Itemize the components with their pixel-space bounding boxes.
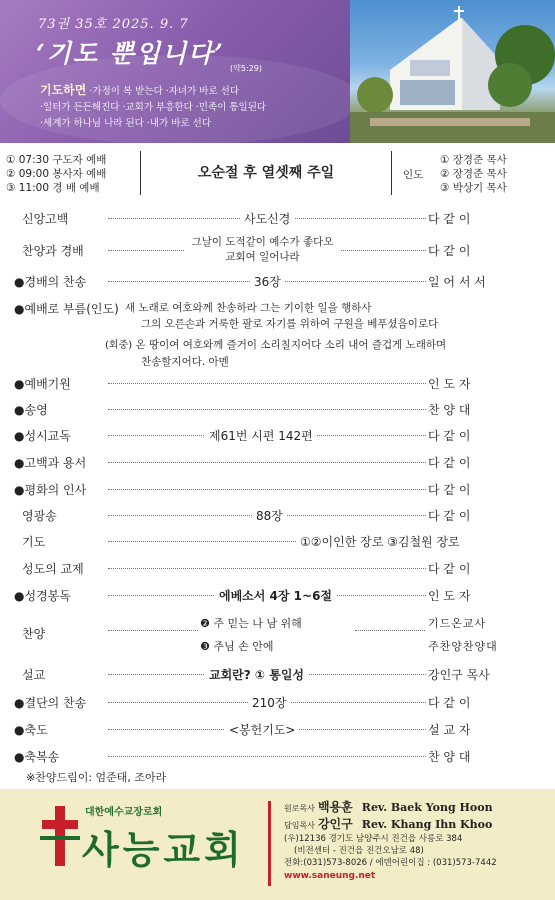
item-label: 기도: [22, 535, 46, 549]
address: (우)12136 경기도 남양주시 진건읍 사릉로 384: [284, 834, 463, 844]
item-performer: 찬 양 대: [428, 750, 471, 764]
response-label: (회중): [105, 340, 133, 351]
praise-songs: [185, 235, 340, 265]
item-label: 성도의 교제: [22, 562, 84, 576]
leader-dots: [108, 489, 426, 490]
item-label: ●예배기원: [14, 377, 71, 391]
service-time-3: ③ 11:00 경 배 예배: [6, 182, 100, 194]
item-detail: 88장: [252, 507, 287, 524]
worship-item: [0, 666, 555, 690]
special-performers: [428, 612, 498, 658]
service-time-2: ② 09:00 봉사자 예배: [6, 168, 107, 180]
bulletin-header: [0, 0, 555, 143]
item-label: 찬양과 경배: [22, 244, 84, 258]
prayer-leaders: ①②이인한 장로 ③김철원 장로: [296, 533, 464, 550]
item-detail: 제61번 시편 142편: [205, 427, 317, 444]
call-line-2: 그의 오른손과 거룩한 팔로 자기를 위하여 구원을 베푸셨음이로다: [141, 318, 439, 330]
item-performer: 다 같 이: [428, 244, 471, 258]
item-performer: 인 도 자: [428, 377, 471, 391]
church-photo: [350, 0, 555, 143]
item-performer: 인 도 자: [428, 589, 471, 603]
title-reference: (약5:29): [230, 64, 262, 73]
response-line-2: 찬송할지어다. 아멘: [141, 356, 229, 368]
item-performer: 찬 양 대: [428, 403, 471, 417]
leader-dots: [355, 630, 425, 631]
worship-item: [0, 427, 555, 451]
item-performer: 설 교 자: [428, 723, 471, 737]
denomination: 대한예수교장로회: [85, 807, 163, 818]
special-hymns: [200, 612, 350, 658]
praise-song-2: 교회여 일어나라: [225, 251, 300, 263]
item-label: ●성시교독: [14, 429, 71, 443]
item-detail: <봉헌기도>: [225, 721, 299, 738]
leader-2: ② 장경준 목사: [440, 168, 507, 180]
response-line-1: 온 땅이여 여호와께 즐거이 소리칠지어다 소리 내어 즐겁게 노래하며: [135, 339, 447, 351]
item-label: 찬양: [22, 627, 46, 641]
worship-item: [0, 481, 555, 505]
divider: [268, 801, 271, 886]
cross-logo-icon: [40, 806, 80, 866]
item-performer: 다 같 이: [428, 212, 471, 226]
worship-item: [0, 507, 555, 531]
worship-item: [0, 454, 555, 478]
special-performer-2: 주찬양찬양대: [428, 640, 498, 653]
prayer-line-1: ·가정이 복 받는다 ·자녀가 바로 선다: [89, 86, 240, 97]
item-performer: 일 어 서 서: [428, 275, 486, 289]
leader-dots: [108, 383, 426, 384]
worship-item: [0, 533, 555, 557]
worship-item: [0, 401, 555, 425]
church-contact: [284, 800, 497, 883]
leader-dots: [108, 568, 426, 569]
item-label: ●예배로 부름(인도): [14, 302, 119, 316]
website-link[interactable]: www.saneung.net: [284, 871, 376, 881]
issue-info: 73권 35호 2025. 9. 7: [38, 17, 189, 32]
prayer-list: [40, 82, 345, 132]
leader-dots: [108, 409, 426, 410]
worship-item: [0, 375, 555, 399]
item-performer: 다 같 이: [428, 696, 471, 710]
church-name: 사능교회: [82, 828, 245, 872]
prayer-lead: 기도하면: [40, 83, 87, 97]
item-performer: 다 같 이: [428, 509, 471, 523]
senior-pastor-label: 담임목사: [284, 820, 315, 830]
address-sub: (비전센터 - 진건읍 진건오남로 48): [294, 846, 424, 856]
leader-3: ③ 박상기 목사: [440, 182, 507, 194]
leader-dots: [108, 462, 426, 463]
item-label: ●성경봉독: [14, 589, 71, 603]
senior-pastor-name: 강인구: [317, 816, 353, 831]
leader-dots: [108, 541, 298, 542]
item-label: ●축도: [14, 723, 48, 737]
item-performer: 다 같 이: [428, 483, 471, 497]
item-detail: 36장: [250, 273, 285, 290]
special-hymn-2: ❸ 주님 손 안에: [200, 640, 274, 653]
item-label: ●결단의 찬송: [14, 696, 87, 710]
item-label: ●축복송: [14, 750, 60, 764]
congregation-response: [105, 337, 446, 370]
prayer-line-2: ·일터가 든든해진다 ·교회가 부흥한다 ·민족이 통일된다: [40, 102, 267, 113]
worship-item: [0, 694, 555, 718]
item-label: ●경배의 찬송: [14, 275, 87, 289]
scripture-reading: 에베소서 4장 1~6절: [215, 587, 336, 604]
special-performer-1: 기드온교사: [428, 617, 487, 630]
item-label: 신앙고백: [22, 212, 69, 226]
title-banner: [0, 0, 350, 143]
leader-dots: [108, 756, 426, 757]
sunday-title: 오순절 후 열셋째 주일: [140, 151, 392, 195]
worship-item: [0, 560, 555, 584]
service-info: [0, 151, 555, 199]
senior-pastor-name-en: Rev. Khang Ihn Khoo: [361, 817, 493, 831]
service-leaders: [440, 153, 507, 195]
call-to-worship: [125, 300, 438, 332]
item-performer: 다 같 이: [428, 456, 471, 470]
item-label: ●송영: [14, 403, 48, 417]
leader-dots: [108, 630, 198, 631]
item-label: ●고백과 용서: [14, 456, 87, 470]
praise-song-1: 그날이 도적같이 예수가 좋다오: [191, 236, 334, 248]
item-detail: 사도신경: [240, 210, 294, 227]
prayer-line-3: ·세계가 하나님 나라 된다 ·내가 바로 선다: [40, 118, 211, 129]
item-detail: 210장: [248, 694, 291, 711]
praise-team-note: ※찬양드림이: 엄준태, 조아라: [26, 771, 167, 784]
worship-item: [0, 210, 555, 234]
item-performer: 다 같 이: [428, 562, 471, 576]
worship-item: [0, 721, 555, 745]
item-label: 설교: [22, 668, 46, 682]
church-footer: [0, 789, 555, 900]
service-times: [6, 153, 106, 195]
call-line-1: 새 노래로 여호와께 찬송하라 그는 기이한 일을 행하사: [125, 302, 372, 314]
sermon-title: 교회란? ① 통일성: [205, 666, 308, 683]
pastor-label: 원로목사: [284, 804, 315, 813]
leader-label: 인도: [403, 169, 424, 181]
worship-item: [0, 273, 555, 297]
special-hymn-1: ❷ 주 믿는 나 남 위해: [200, 617, 302, 630]
bulletin-title: ‘기도 뿐입니다’: [36, 39, 226, 68]
pastor-name: 백용훈: [317, 800, 353, 814]
phone: 전화:(031)573-8026 / 에덴어린이집 : (031)573-7442: [284, 858, 497, 868]
worship-item: [0, 587, 555, 611]
pastor-name-en: Rev. Baek Yong Hoon: [361, 801, 493, 814]
item-label: ●평화의 인사: [14, 483, 87, 497]
leader-1: ① 장경준 목사: [440, 154, 507, 166]
item-label: 영광송: [22, 509, 57, 523]
item-performer: 다 같 이: [428, 429, 471, 443]
service-time-1: ① 07:30 구도자 예배: [6, 154, 107, 166]
preacher: 강인구 목사: [428, 668, 490, 682]
